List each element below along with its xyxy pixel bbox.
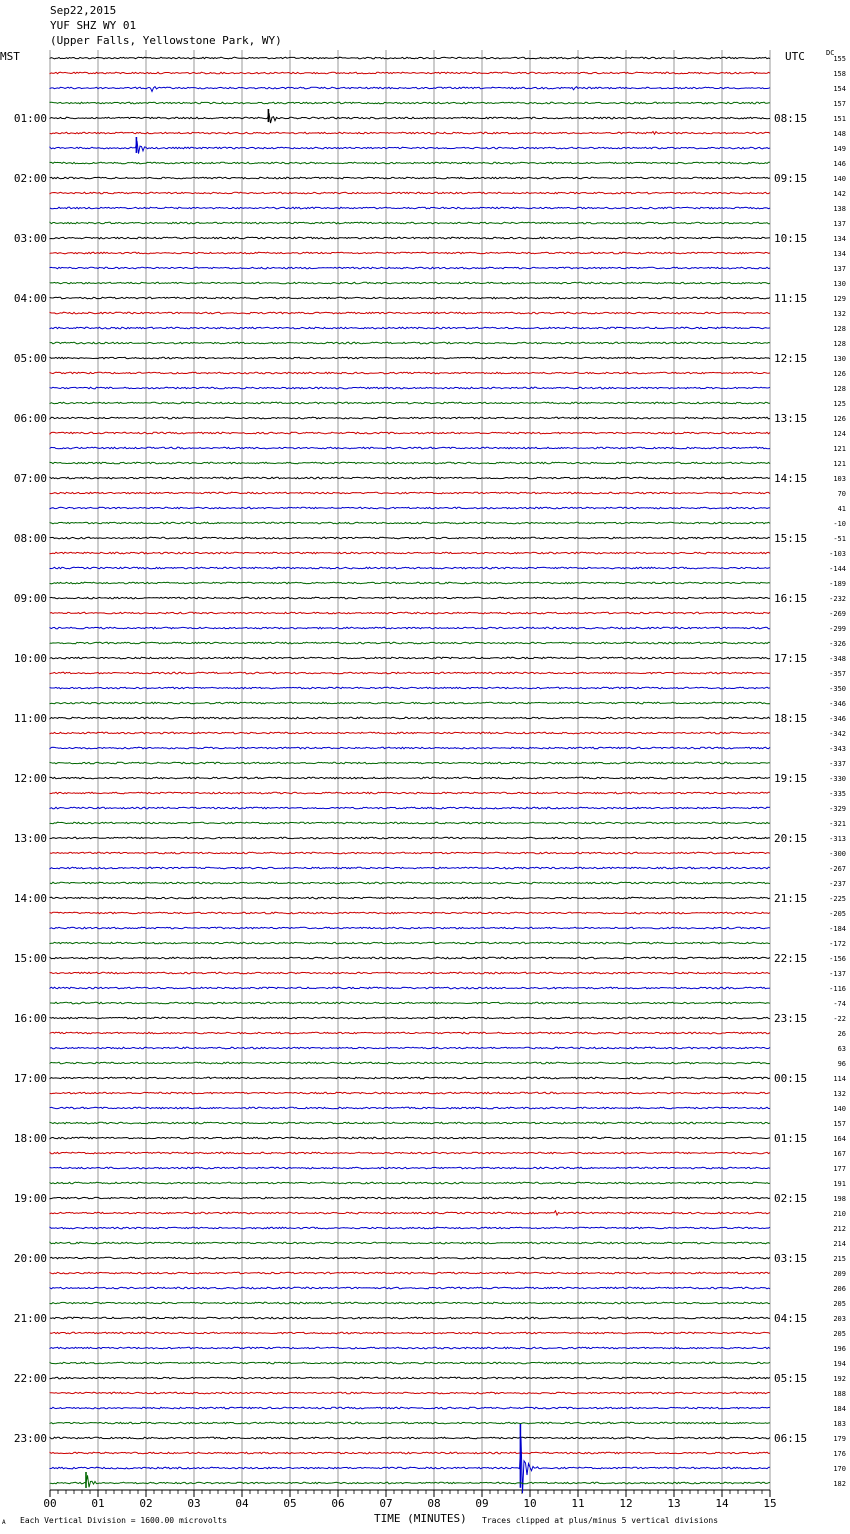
x-tick-label: 00 xyxy=(43,1497,57,1510)
trace-row xyxy=(50,987,770,989)
trace-row xyxy=(50,207,770,209)
trace-row xyxy=(50,1152,770,1154)
trace-row xyxy=(50,1137,770,1139)
dc-offset-label: 194 xyxy=(833,1360,846,1368)
dc-offset-label: 121 xyxy=(833,460,846,468)
trace-row xyxy=(50,132,770,135)
left-hour-label: 10:00 xyxy=(13,652,47,665)
trace-row xyxy=(50,1002,770,1004)
dc-offset-label: -267 xyxy=(829,865,846,873)
dc-offset-label: 146 xyxy=(833,160,846,168)
x-tick-label: 08 xyxy=(427,1497,441,1510)
trace-row xyxy=(50,642,770,644)
left-hour-label: 13:00 xyxy=(13,832,47,845)
trace-row xyxy=(50,1452,770,1454)
x-tick-label: 05 xyxy=(283,1497,297,1510)
trace-row xyxy=(50,537,770,539)
right-hour-label: 15:15 xyxy=(774,532,808,545)
dc-offset-label: -350 xyxy=(829,685,846,693)
left-hour-label: 15:00 xyxy=(13,952,47,965)
dc-offset-label: 205 xyxy=(833,1300,846,1308)
dc-offset-label: 203 xyxy=(833,1315,846,1323)
dc-offset-label: 132 xyxy=(833,310,846,318)
trace-row xyxy=(50,927,770,929)
dc-offset-label: 137 xyxy=(833,265,846,273)
trace-row xyxy=(50,732,770,734)
right-hour-label: 03:15 xyxy=(774,1252,808,1265)
trace-row xyxy=(50,1107,770,1109)
trace-row xyxy=(50,612,770,614)
right-hour-label: 22:15 xyxy=(774,952,808,965)
dc-offset-label: -10 xyxy=(833,520,846,528)
dc-offset-label: 209 xyxy=(833,1270,846,1278)
dc-offset-label: 114 xyxy=(833,1075,846,1083)
dc-offset-label: 157 xyxy=(833,100,846,108)
dc-offset-label: -321 xyxy=(829,820,846,828)
trace-row xyxy=(50,1362,770,1364)
trace-row xyxy=(50,522,770,524)
trace-row xyxy=(50,1017,770,1019)
trace-row xyxy=(50,1197,770,1199)
dc-offset-label: 214 xyxy=(833,1240,846,1248)
dc-offset-label: 183 xyxy=(833,1420,846,1428)
trace-row xyxy=(50,627,770,629)
dc-offset-label: -144 xyxy=(829,565,846,573)
trace-row xyxy=(50,1377,770,1379)
x-tick-label: 09 xyxy=(475,1497,489,1510)
header-station: YUF SHZ WY 01 xyxy=(50,19,137,32)
trace-row xyxy=(50,1347,770,1349)
dc-offset-label: -337 xyxy=(829,760,846,768)
dc-offset-label: -137 xyxy=(829,970,846,978)
dc-offset-label: -357 xyxy=(829,670,846,678)
right-hour-label: 20:15 xyxy=(774,832,808,845)
dc-offset-label: 149 xyxy=(833,145,846,153)
trace-layer xyxy=(50,57,770,1493)
header-date: Sep22,2015 xyxy=(50,4,117,17)
dc-offset-label: -335 xyxy=(829,790,846,798)
dc-offset-label: 151 xyxy=(833,115,846,123)
dc-offset-label: 179 xyxy=(833,1435,846,1443)
dc-offset-label: -346 xyxy=(829,700,846,708)
dc-offset-label: -342 xyxy=(829,730,846,738)
dc-offset-label: 164 xyxy=(833,1135,846,1143)
left-hour-label: 21:00 xyxy=(13,1312,47,1325)
right-hour-label: 12:15 xyxy=(774,352,808,365)
dc-offset-label: 188 xyxy=(833,1390,846,1398)
dc-offset-label: -189 xyxy=(829,580,846,588)
dc-offset-label: -300 xyxy=(829,850,846,858)
trace-row xyxy=(50,852,770,854)
trace-row xyxy=(50,792,770,794)
x-tick-label: 01 xyxy=(91,1497,105,1510)
dc-offset-label: -329 xyxy=(829,805,846,813)
trace-row xyxy=(50,672,770,674)
dc-offset-label: -74 xyxy=(833,1000,846,1008)
trace-row xyxy=(50,372,770,374)
dc-offset-label: 63 xyxy=(837,1045,846,1053)
dc-offset-label: -22 xyxy=(833,1015,846,1023)
dc-offset-label: 128 xyxy=(833,340,846,348)
trace-row xyxy=(50,237,770,239)
trace-row xyxy=(50,87,770,92)
trace-row xyxy=(50,357,770,359)
x-tick-label: 11 xyxy=(571,1497,585,1510)
dc-offset-label: 132 xyxy=(833,1090,846,1098)
right-timezone-label: UTC xyxy=(785,50,805,63)
right-hour-label: 10:15 xyxy=(774,232,808,245)
trace-row xyxy=(50,552,770,554)
left-hour-label: 08:00 xyxy=(13,532,47,545)
dc-offset-label: 192 xyxy=(833,1375,846,1383)
dc-offset-label: 155 xyxy=(833,55,846,63)
x-tick-label: 07 xyxy=(379,1497,393,1510)
trace-row xyxy=(50,882,770,884)
trace-row xyxy=(50,822,770,824)
left-hour-label: 03:00 xyxy=(13,232,47,245)
left-hour-label: 22:00 xyxy=(13,1372,47,1385)
right-hour-label: 16:15 xyxy=(774,592,808,605)
dc-offset-label: 182 xyxy=(833,1480,846,1488)
trace-row xyxy=(50,327,770,329)
trace-row xyxy=(50,1047,770,1049)
trace-row xyxy=(50,1332,770,1334)
dc-offset-label: 198 xyxy=(833,1195,846,1203)
trace-row xyxy=(50,897,770,899)
trace-row xyxy=(50,1077,770,1079)
trace-row xyxy=(50,1242,770,1244)
right-hour-label: 23:15 xyxy=(774,1012,808,1025)
trace-row xyxy=(50,1227,770,1229)
trace-row xyxy=(50,1407,770,1409)
trace-row xyxy=(50,657,770,659)
trace-row xyxy=(50,267,770,269)
dc-offset-label: 170 xyxy=(833,1465,846,1473)
left-hour-label: 14:00 xyxy=(13,892,47,905)
dc-offset-label: 196 xyxy=(833,1345,846,1353)
dc-offset-label: 41 xyxy=(837,505,846,513)
x-tick-label: 10 xyxy=(523,1497,537,1510)
dc-offset-label: 210 xyxy=(833,1210,846,1218)
right-hour-label: 02:15 xyxy=(774,1192,808,1205)
dc-offset-label: -116 xyxy=(829,985,846,993)
dc-offset-label: -269 xyxy=(829,610,846,618)
trace-row xyxy=(50,462,770,464)
dc-offset-label: -343 xyxy=(829,745,846,753)
dc-offset-label: -346 xyxy=(829,715,846,723)
footer-clip-note: Traces clipped at plus/minus 5 vertical divisions xyxy=(482,1516,719,1525)
left-hour-label: 04:00 xyxy=(13,292,47,305)
trace-row xyxy=(50,762,770,764)
trace-row xyxy=(50,1182,770,1184)
left-hour-label: 11:00 xyxy=(13,712,47,725)
left-hour-label: 01:00 xyxy=(13,112,47,125)
dc-offset-label: 103 xyxy=(833,475,846,483)
dc-offset-label: 167 xyxy=(833,1150,846,1158)
trace-row xyxy=(50,867,770,869)
right-hour-label: 17:15 xyxy=(774,652,808,665)
trace-row xyxy=(50,177,770,179)
dc-offset-label: 176 xyxy=(833,1450,846,1458)
footer-mark: A xyxy=(2,1519,6,1526)
dc-offset-label: -225 xyxy=(829,895,846,903)
right-hour-label: 18:15 xyxy=(774,712,808,725)
dc-offset-label: -326 xyxy=(829,640,846,648)
dc-offset-label: 138 xyxy=(833,205,846,213)
right-hour-label: 13:15 xyxy=(774,412,808,425)
x-tick-label: 02 xyxy=(139,1497,153,1510)
trace-row xyxy=(50,1317,770,1319)
trace-row xyxy=(50,402,770,404)
left-hour-label: 12:00 xyxy=(13,772,47,785)
left-hour-label: 09:00 xyxy=(13,592,47,605)
left-timezone-label: MST xyxy=(0,50,20,63)
trace-row xyxy=(50,312,770,314)
x-tick-label: 04 xyxy=(235,1497,249,1510)
dc-offset-label: -205 xyxy=(829,910,846,918)
trace-row xyxy=(50,342,770,344)
left-hour-label: 05:00 xyxy=(13,352,47,365)
dc-offset-label: 126 xyxy=(833,370,846,378)
trace-row xyxy=(50,717,770,719)
dc-offset-label: 96 xyxy=(837,1060,846,1068)
right-hour-label: 21:15 xyxy=(774,892,808,905)
dc-offset-label: 212 xyxy=(833,1225,846,1233)
trace-row xyxy=(50,687,770,689)
dc-offset-label: -237 xyxy=(829,880,846,888)
dc-offset-label: -348 xyxy=(829,655,846,663)
trace-row xyxy=(50,777,770,779)
dc-offset-label: 215 xyxy=(833,1255,846,1263)
trace-row xyxy=(50,1438,770,1493)
trace-row xyxy=(50,57,770,59)
trace-row xyxy=(50,582,770,584)
dc-offset-label: 121 xyxy=(833,445,846,453)
dc-offset-label: -156 xyxy=(829,955,846,963)
dc-offset-label: -330 xyxy=(829,775,846,783)
dc-offset-label: 134 xyxy=(833,250,846,258)
trace-row xyxy=(50,192,770,194)
trace-row xyxy=(50,1032,770,1034)
trace-row xyxy=(50,747,770,749)
left-hour-label: 18:00 xyxy=(13,1132,47,1145)
dc-offset-label: -299 xyxy=(829,625,846,633)
trace-row xyxy=(50,837,770,839)
trace-row xyxy=(50,1211,770,1215)
left-hour-label: 06:00 xyxy=(13,412,47,425)
trace-row xyxy=(50,807,770,809)
dc-offset-label: -232 xyxy=(829,595,846,603)
left-hour-label: 17:00 xyxy=(13,1072,47,1085)
trace-row xyxy=(50,387,770,389)
left-hour-label: 02:00 xyxy=(13,172,47,185)
trace-row xyxy=(50,1122,770,1124)
dc-offset-label: 134 xyxy=(833,235,846,243)
trace-row xyxy=(50,162,770,164)
dc-offset-label: 124 xyxy=(833,430,846,438)
x-tick-label: 12 xyxy=(619,1497,633,1510)
trace-row xyxy=(50,1062,770,1064)
x-tick-label: 13 xyxy=(667,1497,681,1510)
right-hour-label: 14:15 xyxy=(774,472,808,485)
trace-row xyxy=(50,1167,770,1169)
dc-offset-label: 177 xyxy=(833,1165,846,1173)
trace-row xyxy=(50,252,770,254)
label-layer xyxy=(14,55,846,1510)
dc-offset-label: -172 xyxy=(829,940,846,948)
trace-row xyxy=(50,1257,770,1259)
trace-row xyxy=(50,957,770,959)
right-hour-label: 06:15 xyxy=(774,1432,808,1445)
x-tick-label: 03 xyxy=(187,1497,201,1510)
dc-offset-label: 70 xyxy=(837,490,846,498)
right-hour-label: 19:15 xyxy=(774,772,808,785)
trace-row xyxy=(50,492,770,494)
dc-offset-label: 158 xyxy=(833,70,846,78)
dc-offset-label: -51 xyxy=(833,535,846,543)
left-hour-label: 23:00 xyxy=(13,1432,47,1445)
dc-offset-label: 130 xyxy=(833,280,846,288)
trace-row xyxy=(50,1302,770,1304)
dc-offset-label: 154 xyxy=(833,85,846,93)
trace-row xyxy=(50,1422,770,1424)
right-hour-label: 08:15 xyxy=(774,112,808,125)
x-tick-label: 15 xyxy=(763,1497,777,1510)
header-location: (Upper Falls, Yellowstone Park, WY) xyxy=(50,34,282,47)
dc-offset-label: -184 xyxy=(829,925,846,933)
right-hour-label: 01:15 xyxy=(774,1132,808,1145)
dc-offset-label: 137 xyxy=(833,220,846,228)
trace-row xyxy=(50,432,770,434)
dc-offset-label: 26 xyxy=(837,1030,846,1038)
dc-offset-label: 128 xyxy=(833,325,846,333)
trace-row xyxy=(50,72,770,74)
trace-row xyxy=(50,597,770,599)
x-axis-title: TIME (MINUTES) xyxy=(374,1512,467,1525)
footer-scale: Each Vertical Division = 1600.00 microvolts xyxy=(20,1516,228,1525)
trace-row xyxy=(50,972,770,974)
right-hour-label: 04:15 xyxy=(774,1312,808,1325)
trace-row xyxy=(50,1287,770,1289)
left-hour-label: 20:00 xyxy=(13,1252,47,1265)
trace-row xyxy=(50,1092,770,1094)
trace-row xyxy=(50,297,770,299)
trace-row xyxy=(50,477,770,479)
trace-row xyxy=(50,1475,770,1487)
dc-offset-label: 126 xyxy=(833,415,846,423)
dc-offset-label: 140 xyxy=(833,175,846,183)
dc-offset-label: 130 xyxy=(833,355,846,363)
left-hour-label: 19:00 xyxy=(13,1192,47,1205)
dc-offset-label: -103 xyxy=(829,550,846,558)
dc-offset-label: 148 xyxy=(833,130,846,138)
trace-row xyxy=(50,113,770,123)
dc-offset-label: 206 xyxy=(833,1285,846,1293)
trace-row xyxy=(50,282,770,284)
trace-row xyxy=(50,447,770,449)
trace-row xyxy=(50,102,770,104)
trace-row xyxy=(50,1272,770,1274)
trace-row xyxy=(50,702,770,704)
trace-row xyxy=(50,507,770,509)
trace-row xyxy=(50,141,770,154)
x-tick-label: 14 xyxy=(715,1497,729,1510)
trace-row xyxy=(50,567,770,569)
trace-row xyxy=(50,1437,770,1439)
trace-row xyxy=(50,912,770,914)
dc-offset-label: 142 xyxy=(833,190,846,198)
dc-offset-label: 125 xyxy=(833,400,846,408)
trace-row xyxy=(50,417,770,419)
x-tick-label: 06 xyxy=(331,1497,345,1510)
dc-column-label: DC xyxy=(826,49,835,57)
dc-offset-label: 205 xyxy=(833,1330,846,1338)
right-hour-label: 00:15 xyxy=(774,1072,808,1085)
left-hour-label: 16:00 xyxy=(13,1012,47,1025)
trace-row xyxy=(50,222,770,224)
dc-offset-label: 191 xyxy=(833,1180,846,1188)
dc-offset-label: 128 xyxy=(833,385,846,393)
dc-offset-label: 184 xyxy=(833,1405,846,1413)
right-hour-label: 05:15 xyxy=(774,1372,808,1385)
dc-offset-label: 157 xyxy=(833,1120,846,1128)
trace-row xyxy=(50,1392,770,1394)
left-hour-label: 07:00 xyxy=(13,472,47,485)
trace-row xyxy=(50,942,770,944)
dc-offset-label: 129 xyxy=(833,295,846,303)
dc-offset-label: -313 xyxy=(829,835,846,843)
dc-offset-label: 140 xyxy=(833,1105,846,1113)
right-hour-label: 11:15 xyxy=(774,292,808,305)
right-hour-label: 09:15 xyxy=(774,172,808,185)
